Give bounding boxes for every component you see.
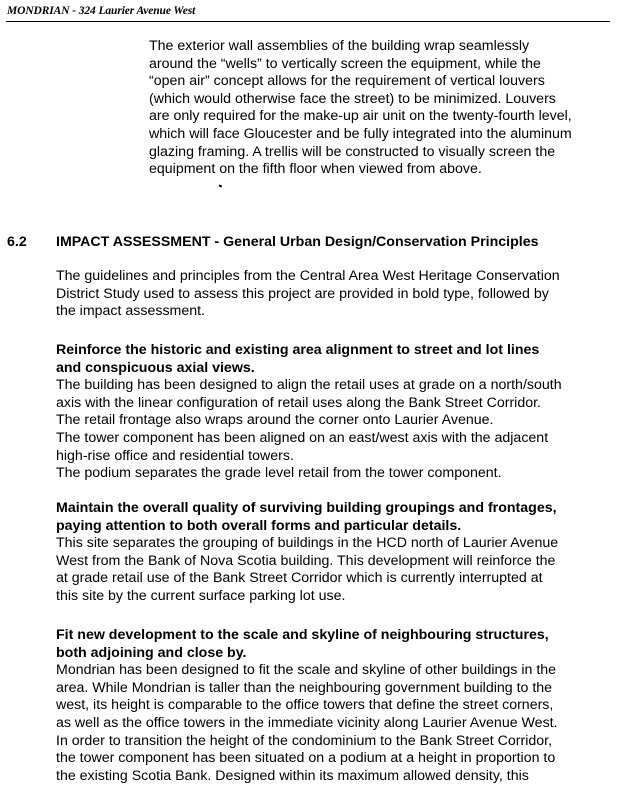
principle-heading: and conspicuous axial views.: [56, 359, 255, 376]
text-line: equipment on the fifth floor when viewed from above.: [149, 161, 482, 178]
text-line: are only required for the make-up air unit on the twenty-fourth level,: [149, 108, 572, 125]
text-line: In order to transition the height of the condominium to the Bank Street Corridor,: [56, 732, 553, 749]
text-line: Mondrian has been designed to fit the scale and skyline of other buildings in the: [56, 662, 557, 679]
principle-heading: paying attention to both overall forms and particular details.: [56, 517, 462, 534]
paragraph-groupings: [56, 500, 558, 606]
text-line: high-rise office and residential towers.: [56, 447, 294, 464]
intro-paragraph: [149, 38, 572, 179]
text-line: The retail frontage also wraps around the corner onto Laurier Avenue.: [56, 412, 494, 429]
header-rule: [6, 21, 610, 22]
text-line: west, its height is comparable to the office towers that define the street corners,: [56, 697, 554, 714]
text-line: as well as the office towers in the immediate vicinity along Laurier Avenue West.: [56, 714, 558, 731]
text-line: West from the Bank of Nova Scotia building. This development will reinforce the: [56, 552, 556, 569]
principle-heading: Fit new development to the scale and skyline of neighbouring structures,: [56, 627, 549, 643]
text-line: District Study used to assess this project are provided in bold type, followed by: [56, 285, 549, 302]
text-line: the existing Scotia Bank. Designed within its maximum allowed density, this: [56, 767, 529, 784]
text-line: the tower component has been situated on a podium at a height in proportion to: [56, 750, 556, 767]
text-line: axis with the linear configuration of retail uses along the Bank Street Corridor.: [56, 394, 541, 411]
text-line: The tower component has been aligned on an east/west axis with the adjacent: [56, 429, 549, 446]
text-line: which will face Gloucester and be fully integrated into the aluminum: [149, 125, 572, 142]
text-line: this site by the current surface parking lot use.: [56, 587, 346, 604]
text-line: area. While Mondrian is taller than the neighbouring government building to the: [56, 679, 553, 696]
text-line: at grade retail use of the Bank Street Corridor which is currently interrupted at: [56, 570, 543, 587]
text-line: The podium separates the grade level retail from the tower component.: [56, 465, 502, 482]
text-line: “open air” concept allows for the requirement of vertical louvers: [149, 73, 545, 90]
text-line: The exterior wall assemblies of the building wrap seamlessly: [149, 38, 530, 54]
text-line: glazing framing. A trellis will be constructed to visually screen the: [149, 143, 556, 160]
running-header: MONDRIAN - 324 Laurier Avenue West: [7, 5, 196, 17]
text-line: around the “wells” to vertically screen the equipment, while the: [149, 55, 541, 72]
principle-heading: both adjoining and close by.: [56, 644, 247, 661]
text-line: This site separates the grouping of buildings in the HCD north of Laurier Avenue: [56, 535, 559, 552]
principle-heading: Maintain the overall quality of surviving building groupings and frontages,: [56, 500, 557, 516]
paragraph-guidelines: [56, 268, 560, 321]
text-line: the impact assessment.: [56, 303, 206, 320]
section-title: IMPACT ASSESSMENT - General Urban Design/Conservation Principles: [56, 234, 539, 250]
principle-heading: Reinforce the historic and existing area alignment to street and lot lines: [56, 342, 540, 358]
stray-mark: [219, 184, 222, 187]
text-line: The guidelines and principles from the Central Area West Heritage Conservation: [56, 268, 560, 284]
paragraph-scale-skyline: [56, 627, 558, 785]
section-number: 6.2: [7, 234, 27, 250]
text-line: (which would otherwise face the street) to be minimized. Louvers: [149, 90, 556, 107]
text-line: The building has been designed to align the retail uses at grade on a north/south: [56, 377, 562, 394]
paragraph-alignment: [56, 342, 562, 483]
